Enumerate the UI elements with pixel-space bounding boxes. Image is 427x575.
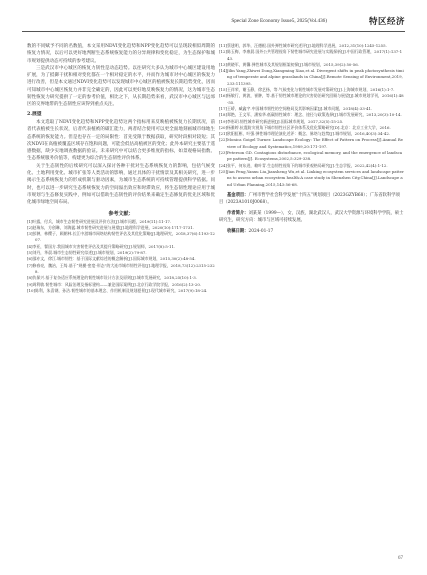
fund-label: 基金项目： (227, 192, 249, 198)
reference-item: [16]杨敏行，黄波，崔翀，等.基于韧性城市理论的灾害防治研究回顾与展望[J].城市规划学刊，2016(1):48-55. (219, 93, 404, 105)
reference-item: [23]Peterson GD. Contagious disturbance, ecological memory, and the emergence of landscape pattern[J]. Ecosystems,2002,5:329-338. (219, 150, 403, 162)
reference-item: [17]王峤，臧鑫宇.中国城市韧性的空间格局及其影响因素[J].城市问题，2018(4):33-41. (219, 105, 373, 111)
reference-item: [15]王祥荣，谢玉静，徐艺扬，等.气候变化与韧性城市发展对策研究[J].上海城市规划，2016(1):1-7. (219, 87, 395, 93)
received-label: 收稿日期： (227, 228, 249, 234)
reference-item: [11]蔡建明，郭华，汪德根.国外弹性城市研究述评[J].地理科学进展，2012,31(10):1245-1255. (219, 43, 387, 48)
fund-text: 广州市哲学社会科学发展“十四五”规划项目（2023GZYB68）；广东省软科学项目（2023A1010J0068）。 (219, 192, 400, 205)
author-note (219, 210, 404, 224)
references-heading: 参考文献： (108, 210, 134, 217)
reference-item: [10]陈利，朱喜钢，孙洁.韧性城市的基本理念、作用机制及规划愿景[J].现代城市研究，2017(9):18-24. (27, 287, 208, 293)
reference-list-right (219, 43, 404, 188)
reference-item: [8]仇保兴.基于复杂适应系统理论的韧性城市设计方法及原则[J].城市发展研究，2018,25(10):1-3. (27, 275, 197, 281)
intro-paragraph: 数的不同赋予不同的名数值，本文采用NDVI变化趋势和NPP变化趋势可以呈现较相似周期的恢复力情况，以后可以更好地判断生态系统恢复能力的分异规律和变化稳定，为生态保护和城市规划提供动态可持续的参考建议。 (27, 44, 215, 64)
reference-item: [12]陈玉梅，李康晨.国外公共管理视角下韧性城市研究进展与实践探析[J].中国行政管理，2017(1):137-143. (219, 49, 403, 61)
reference-list-left (27, 219, 215, 295)
future-research-paragraph: 关于生态韧性的后续研究可以深入探讨各种干扰对生态系统恢复力的影响，包括气候变化、土地利用变化、城市扩张等人类活动的影响，通过具体的干扰情景及其相关研究，进一步揭示生态系统恢复力的形成机制与驱动因素，为城市生态系统的可持续管理提供科学依据。同时，也可以进一步研究生态系统恢复力的空间溢出效应和时滞效应，将生态韧性理论应用于城市规划与生态修复实践中，例如可以借助生态韧性的评价结果来确定生态修复的优先区域和优化城市绿地空间布局。 (27, 163, 215, 206)
reference-item: [13]黄晓军，黄馨.弹性城市及其规划框架初探[J].城市规划，2015,39(2):50-56. (219, 61, 359, 67)
reference-item: [1]叶露，付兵，城市生态韧性研究进展及评价方法[J].城市问题，2019(11):11-17. (27, 218, 172, 224)
finding-three-paragraph: 三是武汉市中心城区的恢复力韧性是动态趋势。以往研究大多认为城市中心城区建设用地扩展，为了抵御干扰和相对变化都在一个相对稳定的水平，并而作为城市对中心城区的恢复力进行改善，但是本文通过NDVI变化趋势可以发现城市中心城区的植被恢复长期趋势变化，因而可知城市中心城区恢复力并非完全确定的，因此可以更好地反映恢复力的情况，这为城市生态韧性恢复力研究提供了一定的参考价值，相比之下，从长期趋势来看，武汉市中心城区与远郊区的交界地带的生态韧性应该得到重点关注。 (27, 65, 215, 108)
reference-item: [2]赵瑞东，方创琳，刘海猛.城市韧性研究进展与展望[J].地理科学进展，2020(10):1717-1731. (27, 224, 194, 230)
received-date: 2024-01-17 (248, 228, 274, 234)
page-number: 67 (398, 556, 403, 561)
reference-item: [9]周利敏.韧性城市：风险治理及指标建构——兼论国际案例[J].北京行政学院学报，2016(2):13-20. (27, 281, 202, 287)
reference-item: [21]欧阳虹彬，叶强.弹性城市理论演化述评：概念、脉络与趋势[J].城市规划，2016,40(3):34-42. (219, 131, 391, 137)
author-label: 作者简介： (227, 210, 249, 216)
reference-item: [25]Jian Peng,Yanxu Liu,Jiansheng Wu,et al. Linking ecosystem services and landscape patterns to assess urban ecosystem health:A case study in Shenzhen City,China[J].Landscape and Urban Planning,2015,143:56-68. (219, 168, 404, 187)
reference-item: [14]Jilin Yang,Zhiwei Dong,Xiangming Xiao,et al. Divergent shifts in peak photosynthesis timing of temperate and alpine grasslands in China[J].Remote Sensing of Environment,2019,233:111395. (219, 68, 404, 86)
reference-item: [3]彭翀，林樱子，顾朝林.长江中游城市网络结构韧性评估及其优化策略[J].地理研究，2018,37(6):1193-1207. (27, 231, 215, 243)
reference-item: [19]李彤玥.韧性城市研究新进展[J].国际城市规划，2017,32(5):15-25. (219, 118, 344, 124)
reference-item: [4]李亚，翟国方.我国城市灾害韧性评估及其提升策略研究[J].规划师，2017(8):5-11. (27, 243, 176, 249)
journal-brand-logo: 特区经济 (368, 17, 405, 27)
reference-item: [24]张平，何东进，赖叶青.生态韧性视角下的城市景观格局研究[J].生态学报，2022,42(4):1-12. (219, 162, 388, 168)
running-header (22, 15, 405, 29)
author-text: 刘某某（1999—），女，汉族，湖北武汉人，武汉大学资源与环境科学学院，硕士研究生，研究方向：城市与区域可持续发展。 (219, 210, 404, 223)
reference-item: [18]郑艳，王文军，潘家华.低碳韧性城市：理念、途径与政策选择[J].城市发展研究，2013,20(3):10-14. (219, 112, 402, 118)
journal-issue-info: Special Zone Economy Issue5, 2025(Vol.436) (231, 18, 327, 24)
reference-item: [5]刘丹，华晨.城市生态韧性研究综述[J].城市规划，2019(2):79-87. (27, 250, 147, 256)
reference-item: [20]杨雅婷.抗震防灾视角下城市韧性社区评价体系及优化策略研究[D].北京：北京工业大学，2016. (219, 124, 391, 130)
fund-note (219, 192, 404, 206)
reference-item: [22]Monica Goigel Turner. Landscape Ecology: The Effect of Pattern on Process[J].Annual Review of Ecology and Systematics,1989,20:171-197. (219, 137, 403, 149)
outlook-paragraph: 本文选取了NDVI变化趋势和NPP变化趋势这两个指标用来反映植被恢复力长期状况，前者代表植被生长状况，后者代表植被的碳汇能力，两者结合使用可以更全面地刻画城市绿地生态系统的恢复能力。但是也存在一定的局限性：首先受限于数据获取，研究时段相对较短；其次NDVI在高植被覆盖区域存在饱和问题，可能会低估高植被区的变化；此外本研究主要基于遥感数据，缺少实地调查数据的验证。未来研究中可以结合更多维度的指标，如景观格局指数、生态系统服务价值等，构建更为综合的生态韧性评价体系。 (27, 119, 215, 162)
received-date-note (219, 228, 404, 235)
reference-item: [6]邵亦文，徐江.城市韧性：基于国际文献综述的概念解析[J].国际城市规划，2015,30(2):48-54. (27, 256, 196, 262)
section-heading-outlook: 2.展望 (27, 110, 42, 117)
left-column (27, 43, 215, 294)
right-column (219, 43, 404, 235)
reference-item: [7]修春亮，魏冶，王绮.基于“规模-密度-形态”的大连市城市韧性评估[J].地理学报，2018,73(12):2315-2328. (27, 262, 215, 274)
header-rule (22, 31, 405, 32)
